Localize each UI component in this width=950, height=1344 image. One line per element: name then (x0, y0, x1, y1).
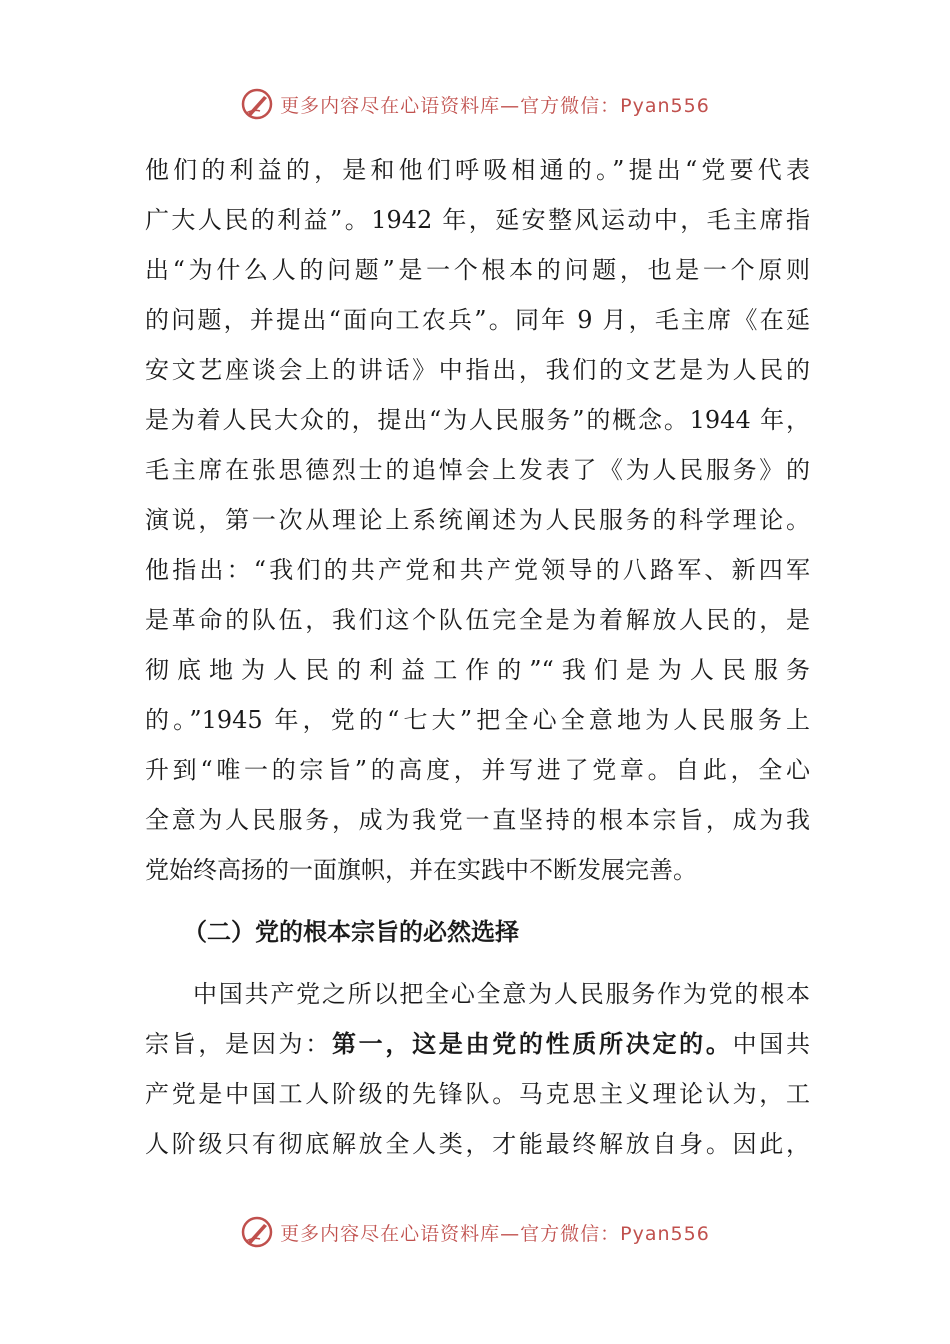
body-line-12: 的。”1945 年，党的“七大”把全心全意地为人民服务上 (145, 706, 810, 734)
document-body (145, 145, 810, 1169)
body-line-9: 他指出：“我们的共产党和共产党领导的八路军、新四军 (145, 556, 810, 584)
body-line-14: 全意为人民服务，成为我党一直坚持的根本宗旨，成为我 (145, 806, 810, 834)
watermark-text: 更多内容尽在心语资料库—官方微信：Pyan556 (280, 94, 710, 117)
body-line-1: 他们的利益的，是和他们呼吸相通的。”提出“党要代表 (145, 156, 810, 184)
body-line-8: 演说，第一次从理论上系统阐述为人民服务的科学理论。 (145, 506, 810, 534)
body-line-4: 的问题，并提出“面向工农兵”。同年 9 月，毛主席《在延 (145, 306, 810, 334)
body-line-10: 是革命的队伍，我们这个队伍完全是为着解放人民的，是 (145, 606, 810, 634)
body-line-2: 广大人民的利益”。1942 年，延安整风运动中，毛主席指 (145, 206, 810, 234)
quill-pen-logo-icon (240, 87, 274, 121)
section-heading: （二）党的根本宗旨的必然选择 (183, 917, 519, 946)
body-line-3: 出“为什么人的问题”是一个根本的问题，也是一个原则 (145, 256, 810, 284)
para2-line-2-post: 中国共 (732, 1030, 811, 1058)
para2-line-2-pre: 宗旨，是因为： (145, 1030, 332, 1058)
body-line-13: 升到“唯一的宗旨”的高度，并写进了党章。自此，全心 (145, 756, 810, 784)
para2-line-3: 产党是中国工人阶级的先锋队。马克思主义理论认为，工 (145, 1080, 810, 1108)
body-line-15: 党始终高扬的一面旗帜，并在实践中不断发展完善。 (145, 856, 697, 884)
para2-line-2 (145, 1019, 810, 1069)
para2-line-4: 人阶级只有彻底解放全人类，才能最终解放自身。因此， (145, 1130, 810, 1158)
body-line-5: 安文艺座谈会上的讲话》中指出，我们的文艺是为人民的 (145, 356, 810, 384)
body-line-7: 毛主席在张思德烈士的追悼会上发表了《为人民服务》的 (145, 456, 810, 484)
body-line-11: 彻底地为人民的利益工作的”“我们是为人民服务 (145, 656, 810, 684)
body-line-6: 是为着人民大众的，提出“为人民服务”的概念。1944 年， (145, 406, 810, 434)
para2-line-1: 中国共产党之所以把全心全意为人民服务作为党的根本 (193, 980, 810, 1008)
quill-pen-logo-icon (240, 1215, 274, 1249)
para2-bold-phrase: 第一，这是由党的性质所决定的。 (331, 1029, 733, 1058)
watermark-text: 更多内容尽在心语资料库—官方微信：Pyan556 (280, 1222, 710, 1245)
watermark-footer (0, 1212, 950, 1252)
watermark-header (0, 84, 950, 124)
